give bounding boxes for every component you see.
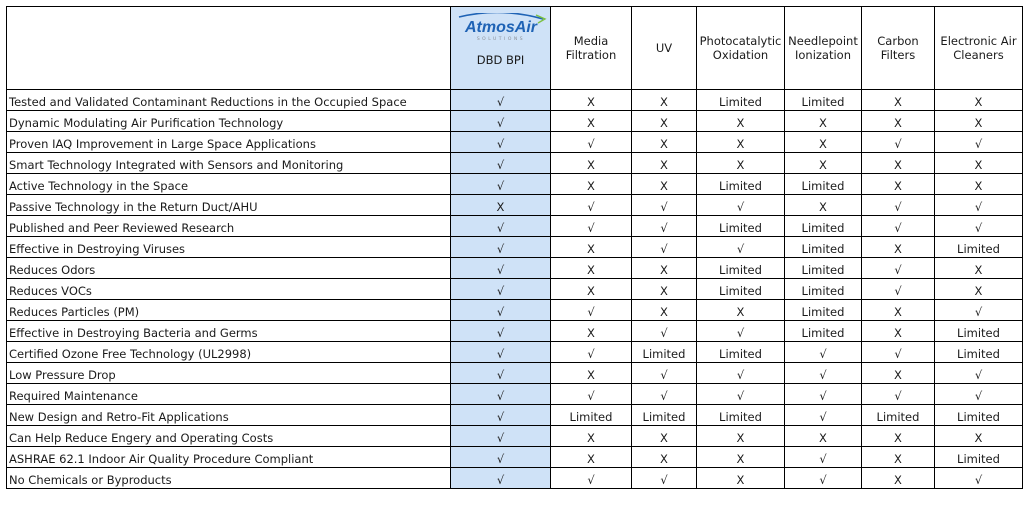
rating-cell: √ xyxy=(451,174,551,195)
rating-cell: √ xyxy=(451,258,551,279)
rating-cell: X xyxy=(785,132,862,153)
rating-cell: Limited xyxy=(632,342,697,363)
rating-cell: √ xyxy=(451,153,551,174)
rating-cell: √ xyxy=(785,447,862,468)
feature-label: Can Help Reduce Engery and Operating Costs xyxy=(7,426,451,447)
rating-cell: √ xyxy=(551,384,632,405)
rating-cell: √ xyxy=(551,195,632,216)
table-row xyxy=(7,468,1023,489)
column-header-carbon-filters: Carbon Filters xyxy=(862,7,935,90)
feature-label: Tested and Validated Contaminant Reductions in the Occupied Space xyxy=(7,90,451,111)
table-body xyxy=(7,90,1023,489)
column-header-dbd-bpi xyxy=(451,7,551,90)
rating-cell: √ xyxy=(451,216,551,237)
feature-label: Passive Technology in the Return Duct/AHU xyxy=(7,195,451,216)
rating-cell: √ xyxy=(862,258,935,279)
rating-cell: √ xyxy=(785,342,862,363)
rating-cell: √ xyxy=(451,90,551,111)
rating-cell: X xyxy=(697,132,785,153)
rating-cell: X xyxy=(935,153,1023,174)
rating-cell: X xyxy=(551,447,632,468)
rating-cell: Limited xyxy=(935,342,1023,363)
rating-cell: X xyxy=(697,468,785,489)
rating-cell: X xyxy=(551,363,632,384)
rating-cell: Limited xyxy=(935,237,1023,258)
rating-cell: Limited xyxy=(697,405,785,426)
svg-text:AtmosAir: AtmosAir xyxy=(464,19,537,36)
rating-cell: X xyxy=(862,111,935,132)
table-row xyxy=(7,90,1023,111)
rating-cell: X xyxy=(862,468,935,489)
rating-cell: X xyxy=(451,195,551,216)
rating-cell: X xyxy=(935,111,1023,132)
header-corner-cell xyxy=(7,7,451,90)
rating-cell: √ xyxy=(935,216,1023,237)
table-row xyxy=(7,132,1023,153)
rating-cell: X xyxy=(862,426,935,447)
rating-cell: X xyxy=(935,174,1023,195)
rating-cell: √ xyxy=(551,132,632,153)
rating-cell: √ xyxy=(632,195,697,216)
rating-cell: X xyxy=(632,426,697,447)
rating-cell: Limited xyxy=(785,321,862,342)
rating-cell: Limited xyxy=(785,300,862,321)
rating-cell: √ xyxy=(862,342,935,363)
feature-label: Effective in Destroying Bacteria and Germs xyxy=(7,321,451,342)
rating-cell: Limited xyxy=(697,216,785,237)
rating-cell: √ xyxy=(697,363,785,384)
rating-cell: X xyxy=(632,90,697,111)
rating-cell: √ xyxy=(862,384,935,405)
rating-cell: Limited xyxy=(785,174,862,195)
rating-cell: √ xyxy=(451,342,551,363)
feature-label: Effective in Destroying Viruses xyxy=(7,237,451,258)
rating-cell: X xyxy=(862,237,935,258)
rating-cell: √ xyxy=(632,216,697,237)
rating-cell: √ xyxy=(935,195,1023,216)
rating-cell: √ xyxy=(697,321,785,342)
feature-label: Proven IAQ Improvement in Large Space Applications xyxy=(7,132,451,153)
rating-cell: X xyxy=(551,174,632,195)
rating-cell: √ xyxy=(451,279,551,300)
rating-cell: √ xyxy=(935,468,1023,489)
rating-cell: √ xyxy=(451,426,551,447)
rating-cell: X xyxy=(632,447,697,468)
rating-cell: √ xyxy=(451,447,551,468)
rating-cell: Limited xyxy=(785,237,862,258)
column-header-label: DBD BPI xyxy=(476,53,525,67)
feature-label: Reduces Particles (PM) xyxy=(7,300,451,321)
rating-cell: X xyxy=(632,300,697,321)
rating-cell: X xyxy=(785,153,862,174)
table-row xyxy=(7,153,1023,174)
rating-cell: √ xyxy=(862,132,935,153)
rating-cell: √ xyxy=(632,237,697,258)
feature-label: Reduces Odors xyxy=(7,258,451,279)
rating-cell: √ xyxy=(551,300,632,321)
table-row xyxy=(7,279,1023,300)
rating-cell: Limited xyxy=(551,405,632,426)
rating-cell: Limited xyxy=(862,405,935,426)
table-row xyxy=(7,363,1023,384)
rating-cell: X xyxy=(862,447,935,468)
rating-cell: √ xyxy=(935,363,1023,384)
rating-cell: X xyxy=(551,237,632,258)
rating-cell: X xyxy=(697,426,785,447)
rating-cell: Limited xyxy=(785,216,862,237)
rating-cell: √ xyxy=(697,384,785,405)
table-row xyxy=(7,111,1023,132)
technology-comparison-table xyxy=(6,6,1023,489)
rating-cell: √ xyxy=(785,384,862,405)
header-row xyxy=(7,7,1023,90)
rating-cell: X xyxy=(935,279,1023,300)
rating-cell: √ xyxy=(935,132,1023,153)
comparison-table-wrap xyxy=(6,6,1023,489)
rating-cell: Limited xyxy=(785,258,862,279)
rating-cell: X xyxy=(697,300,785,321)
rating-cell: √ xyxy=(862,279,935,300)
rating-cell: √ xyxy=(551,342,632,363)
column-header-media-filtration: Media Filtration xyxy=(551,7,632,90)
rating-cell: X xyxy=(785,195,862,216)
table-row xyxy=(7,237,1023,258)
rating-cell: X xyxy=(632,174,697,195)
feature-label: Smart Technology Integrated with Sensors and Monitoring xyxy=(7,153,451,174)
table-row xyxy=(7,174,1023,195)
table-row xyxy=(7,447,1023,468)
table-row xyxy=(7,216,1023,237)
rating-cell: X xyxy=(935,258,1023,279)
rating-cell: √ xyxy=(451,111,551,132)
rating-cell: X xyxy=(862,363,935,384)
rating-cell: √ xyxy=(451,237,551,258)
rating-cell: X xyxy=(632,258,697,279)
feature-label: Certified Ozone Free Technology (UL2998) xyxy=(7,342,451,363)
feature-label: Required Maintenance xyxy=(7,384,451,405)
rating-cell: √ xyxy=(451,321,551,342)
table-row xyxy=(7,300,1023,321)
feature-label: Active Technology in the Space xyxy=(7,174,451,195)
rating-cell: X xyxy=(551,426,632,447)
rating-cell: Limited xyxy=(697,279,785,300)
column-header-needlepoint-ionization: Needlepoint Ionization xyxy=(785,7,862,90)
rating-cell: √ xyxy=(451,363,551,384)
rating-cell: √ xyxy=(632,321,697,342)
rating-cell: Limited xyxy=(935,321,1023,342)
rating-cell: Limited xyxy=(935,447,1023,468)
rating-cell: √ xyxy=(785,405,862,426)
rating-cell: √ xyxy=(632,363,697,384)
column-header-photocatalytic-oxidation: Photocatalytic Oxidation xyxy=(697,7,785,90)
table-row xyxy=(7,321,1023,342)
rating-cell: X xyxy=(551,258,632,279)
rating-cell: Limited xyxy=(697,258,785,279)
rating-cell: X xyxy=(632,111,697,132)
rating-cell: X xyxy=(551,279,632,300)
feature-label: New Design and Retro-Fit Applications xyxy=(7,405,451,426)
rating-cell: Limited xyxy=(785,279,862,300)
rating-cell: X xyxy=(632,132,697,153)
rating-cell: X xyxy=(551,321,632,342)
feature-label: Dynamic Modulating Air Purification Technology xyxy=(7,111,451,132)
rating-cell: √ xyxy=(632,384,697,405)
feature-label: Low Pressure Drop xyxy=(7,363,451,384)
rating-cell: √ xyxy=(451,468,551,489)
rating-cell: X xyxy=(551,90,632,111)
rating-cell: X xyxy=(785,426,862,447)
rating-cell: √ xyxy=(451,132,551,153)
rating-cell: X xyxy=(935,90,1023,111)
feature-label: ASHRAE 62.1 Indoor Air Quality Procedure Compliant xyxy=(7,447,451,468)
rating-cell: X xyxy=(697,153,785,174)
rating-cell: √ xyxy=(935,300,1023,321)
table-row xyxy=(7,258,1023,279)
rating-cell: √ xyxy=(935,384,1023,405)
rating-cell: Limited xyxy=(697,90,785,111)
rating-cell: √ xyxy=(862,216,935,237)
rating-cell: X xyxy=(785,111,862,132)
feature-label: Reduces VOCs xyxy=(7,279,451,300)
column-header-uv: UV xyxy=(632,7,697,90)
rating-cell: X xyxy=(935,426,1023,447)
rating-cell: √ xyxy=(785,468,862,489)
rating-cell: X xyxy=(862,300,935,321)
table-row xyxy=(7,384,1023,405)
rating-cell: √ xyxy=(697,195,785,216)
rating-cell: Limited xyxy=(632,405,697,426)
rating-cell: X xyxy=(862,174,935,195)
rating-cell: X xyxy=(862,90,935,111)
rating-cell: √ xyxy=(551,216,632,237)
rating-cell: X xyxy=(862,321,935,342)
rating-cell: X xyxy=(551,153,632,174)
rating-cell: √ xyxy=(451,384,551,405)
rating-cell: √ xyxy=(632,468,697,489)
rating-cell: √ xyxy=(451,300,551,321)
rating-cell: X xyxy=(632,279,697,300)
table-row xyxy=(7,195,1023,216)
rating-cell: X xyxy=(551,111,632,132)
table-row xyxy=(7,342,1023,363)
rating-cell: X xyxy=(862,153,935,174)
feature-label: No Chemicals or Byproducts xyxy=(7,468,451,489)
rating-cell: √ xyxy=(451,405,551,426)
table-row xyxy=(7,405,1023,426)
rating-cell: Limited xyxy=(697,174,785,195)
rating-cell: Limited xyxy=(935,405,1023,426)
rating-cell: Limited xyxy=(697,342,785,363)
feature-label: Published and Peer Reviewed Research xyxy=(7,216,451,237)
rating-cell: √ xyxy=(862,195,935,216)
table-row xyxy=(7,426,1023,447)
column-header-electronic-air-cleaners: Electronic Air Cleaners xyxy=(935,7,1023,90)
rating-cell: √ xyxy=(785,363,862,384)
rating-cell: X xyxy=(632,153,697,174)
rating-cell: X xyxy=(697,111,785,132)
svg-text:SOLUTIONS: SOLUTIONS xyxy=(476,37,525,42)
rating-cell: Limited xyxy=(785,90,862,111)
rating-cell: √ xyxy=(697,237,785,258)
rating-cell: X xyxy=(697,447,785,468)
rating-cell: √ xyxy=(551,468,632,489)
atmosair-logo xyxy=(453,13,549,43)
